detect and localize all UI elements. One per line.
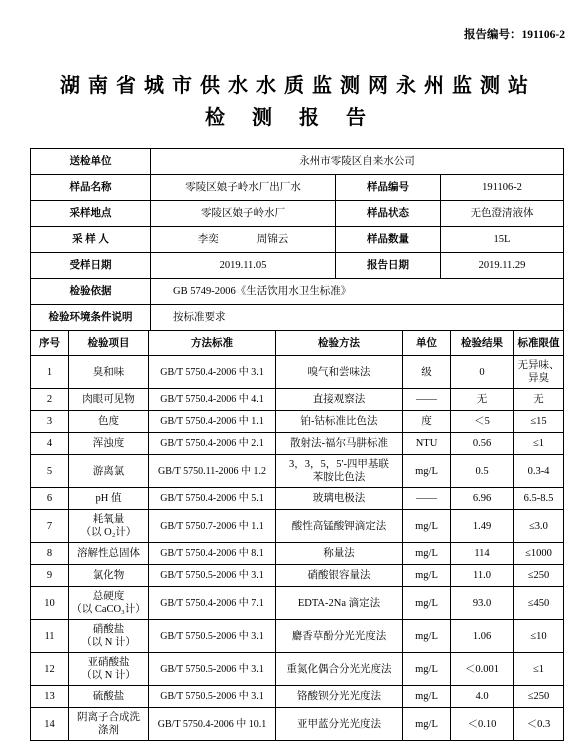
result-limit: 无异味、异臭	[514, 356, 564, 389]
quantity-value: 15L	[441, 227, 564, 253]
result-no: 6	[31, 488, 69, 510]
location-label: 采样地点	[31, 201, 151, 227]
received-date-label: 受样日期	[31, 253, 151, 279]
result-limit: ≤15	[514, 411, 564, 433]
result-method: 称量法	[276, 543, 403, 565]
result-value: 93.0	[451, 587, 514, 620]
header-result: 检验结果	[451, 331, 514, 356]
result-item	[69, 587, 149, 620]
result-standard: GB/T 5750.5-2006 中 3.1	[149, 565, 276, 587]
result-standard: GB/T 5750.4-2006 中 5.1	[149, 488, 276, 510]
result-row	[31, 389, 564, 411]
result-method: 散射法-福尔马肼标准	[276, 433, 403, 455]
result-method: 直接观察法	[276, 389, 403, 411]
result-no: 4	[31, 433, 69, 455]
header-limit: 标准限值	[514, 331, 564, 356]
result-unit: mg/L	[403, 543, 451, 565]
result-item: 溶解性总固体	[69, 543, 149, 565]
result-standard: GB/T 5750.4-2006 中 8.1	[149, 543, 276, 565]
result-no: 7	[31, 510, 69, 543]
result-item-note: （以 CaCO₃计）	[71, 604, 146, 615]
result-unit: mg/L	[403, 686, 451, 708]
result-value: ＜0.001	[451, 653, 514, 686]
result-no: 1	[31, 356, 69, 389]
quantity-label: 样品数量	[336, 227, 441, 253]
result-item-name: 耗氧量	[92, 514, 125, 525]
result-unit: mg/L	[403, 587, 451, 620]
result-value: ＜5	[451, 411, 514, 433]
result-item-note: （以 O₂计）	[80, 527, 137, 538]
result-standard: GB/T 5750.4-2006 中 4.1	[149, 389, 276, 411]
result-value: 6.96	[451, 488, 514, 510]
result-standard: GB/T 5750.11-2006 中 1.2	[149, 455, 276, 488]
result-unit: 级	[403, 356, 451, 389]
report-subtitle: 检 测 报 告	[205, 107, 377, 129]
result-item-note: （以 N 计）	[81, 637, 136, 648]
state-value: 无色澄清液体	[441, 201, 564, 227]
state-label: 样品状态	[336, 201, 441, 227]
result-limit: 6.5-8.5	[514, 488, 564, 510]
results-header-row	[31, 331, 564, 356]
result-limit: ＜0.3	[514, 708, 564, 741]
sender-label: 送检单位	[31, 149, 151, 175]
sample-no-value: 191106-2	[441, 175, 564, 201]
result-no: 11	[31, 620, 69, 653]
result-row	[31, 620, 564, 653]
result-limit: ≤250	[514, 565, 564, 587]
header-method: 检验方法	[276, 331, 403, 356]
environment-label: 检验环境条件说明	[31, 305, 151, 331]
result-row	[31, 455, 564, 488]
result-item: 硫酸盐	[69, 686, 149, 708]
result-row	[31, 653, 564, 686]
result-row	[31, 510, 564, 543]
result-no: 8	[31, 543, 69, 565]
info-row-basis	[31, 279, 564, 305]
result-limit: ≤250	[514, 686, 564, 708]
result-row	[31, 356, 564, 389]
result-value: 0.56	[451, 433, 514, 455]
result-method: 玻璃电极法	[276, 488, 403, 510]
result-method: 嗅气和尝味法	[276, 356, 403, 389]
result-unit: mg/L	[403, 455, 451, 488]
result-item: 肉眼可见物	[69, 389, 149, 411]
result-unit: mg/L	[403, 620, 451, 653]
result-item: 游离氯	[69, 455, 149, 488]
result-unit: ——	[403, 389, 451, 411]
sampler-name: 李奕	[197, 234, 219, 245]
info-row-dates	[31, 253, 564, 279]
sender-value: 永州市零陵区自来水公司	[151, 149, 564, 175]
result-standard: GB/T 5750.7-2006 中 1.1	[149, 510, 276, 543]
result-row	[31, 488, 564, 510]
result-limit: ≤450	[514, 587, 564, 620]
result-unit: mg/L	[403, 653, 451, 686]
result-no: 5	[31, 455, 69, 488]
result-value: 4.0	[451, 686, 514, 708]
result-method: 硝酸银容量法	[276, 565, 403, 587]
result-no: 2	[31, 389, 69, 411]
result-standard: GB/T 5750.5-2006 中 3.1	[149, 653, 276, 686]
result-row	[31, 587, 564, 620]
result-limit: ≤3.0	[514, 510, 564, 543]
result-no: 13	[31, 686, 69, 708]
result-method: 铬酸钡分光光度法	[276, 686, 403, 708]
result-method: EDTA-2Na 滴定法	[276, 587, 403, 620]
report-title: 湖南省城市供水水质监测网永州监测站	[60, 75, 536, 97]
sample-info-table	[30, 148, 564, 331]
result-standard: GB/T 5750.4-2006 中 1.1	[149, 411, 276, 433]
result-row	[31, 411, 564, 433]
result-standard: GB/T 5750.5-2006 中 3.1	[149, 686, 276, 708]
header-unit: 单位	[403, 331, 451, 356]
environment-value: 按标准要求	[151, 305, 564, 331]
info-row-sender	[31, 149, 564, 175]
header-standard: 方法标准	[149, 331, 276, 356]
result-item-note: （以 N 计）	[81, 670, 136, 681]
result-standard: GB/T 5750.4-2006 中 3.1	[149, 356, 276, 389]
result-method: 3，3，5，5'-四甲基联苯胺比色法	[276, 455, 403, 488]
result-standard: GB/T 5750.4-2006 中 2.1	[149, 433, 276, 455]
result-value: 1.06	[451, 620, 514, 653]
location-value: 零陵区娘子岭水厂	[151, 201, 336, 227]
info-row-environment	[31, 305, 564, 331]
results-body	[31, 356, 564, 741]
header-item: 检验项目	[69, 331, 149, 356]
report-date-label: 报告日期	[336, 253, 441, 279]
header-no: 序号	[31, 331, 69, 356]
result-item-name: 亚硝酸盐	[87, 657, 130, 668]
result-value: 114	[451, 543, 514, 565]
info-row-sampler	[31, 227, 564, 253]
result-method: 重氮化偶合分光光度法	[276, 653, 403, 686]
result-limit: ≤1	[514, 433, 564, 455]
result-unit: mg/L	[403, 708, 451, 741]
result-item: 阴离子合成洗涤剂	[69, 708, 149, 741]
sampler-name: 周锦云	[256, 234, 289, 245]
result-item: 臭和味	[69, 356, 149, 389]
result-limit: ≤1000	[514, 543, 564, 565]
result-value: 1.49	[451, 510, 514, 543]
result-row	[31, 686, 564, 708]
result-method: 酸性高锰酸钾滴定法	[276, 510, 403, 543]
result-row	[31, 543, 564, 565]
result-value: 无	[451, 389, 514, 411]
result-no: 14	[31, 708, 69, 741]
result-row	[31, 708, 564, 741]
results-table	[30, 330, 564, 741]
basis-label: 检验依据	[31, 279, 151, 305]
result-limit: 0.3-4	[514, 455, 564, 488]
result-unit: mg/L	[403, 565, 451, 587]
result-row	[31, 565, 564, 587]
result-standard: GB/T 5750.4-2006 中 10.1	[149, 708, 276, 741]
result-item: pH 值	[69, 488, 149, 510]
result-item: 氯化物	[69, 565, 149, 587]
result-item: 浑浊度	[69, 433, 149, 455]
result-unit: mg/L	[403, 510, 451, 543]
result-value: 11.0	[451, 565, 514, 587]
result-item-name: 硝酸盐	[92, 624, 125, 635]
result-item-name: 总硬度	[92, 591, 125, 602]
sampler-value	[151, 227, 336, 253]
sample-name-value: 零陵区娘子岭水厂出厂水	[151, 175, 336, 201]
result-unit: ——	[403, 488, 451, 510]
result-limit: ≤10	[514, 620, 564, 653]
result-no: 10	[31, 587, 69, 620]
result-method: 麝香草酚分光光度法	[276, 620, 403, 653]
result-no: 9	[31, 565, 69, 587]
result-value: ＜0.10	[451, 708, 514, 741]
sample-no-label: 样品编号	[336, 175, 441, 201]
report-date-value: 2019.11.29	[441, 253, 564, 279]
result-item	[69, 620, 149, 653]
result-no: 3	[31, 411, 69, 433]
result-row	[31, 433, 564, 455]
result-unit: 度	[403, 411, 451, 433]
report-tables	[30, 148, 563, 741]
result-value: 0.5	[451, 455, 514, 488]
result-no: 12	[31, 653, 69, 686]
result-method: 亚甲蓝分光光度法	[276, 708, 403, 741]
result-unit: NTU	[403, 433, 451, 455]
result-limit: ≤1	[514, 653, 564, 686]
sample-name-label: 样品名称	[31, 175, 151, 201]
received-date-value: 2019.11.05	[151, 253, 336, 279]
result-standard: GB/T 5750.4-2006 中 7.1	[149, 587, 276, 620]
result-method: 铂-钴标准比色法	[276, 411, 403, 433]
basis-value: GB 5749-2006《生活饮用水卫生标准》	[151, 279, 564, 305]
result-item	[69, 510, 149, 543]
info-row-sample-name	[31, 175, 564, 201]
result-value: 0	[451, 356, 514, 389]
report-number: 报告编号：191106-2	[464, 29, 565, 41]
result-limit: 无	[514, 389, 564, 411]
result-item	[69, 653, 149, 686]
result-item: 色度	[69, 411, 149, 433]
info-row-location	[31, 201, 564, 227]
result-standard: GB/T 5750.5-2006 中 3.1	[149, 620, 276, 653]
sampler-label: 采 样 人	[31, 227, 151, 253]
